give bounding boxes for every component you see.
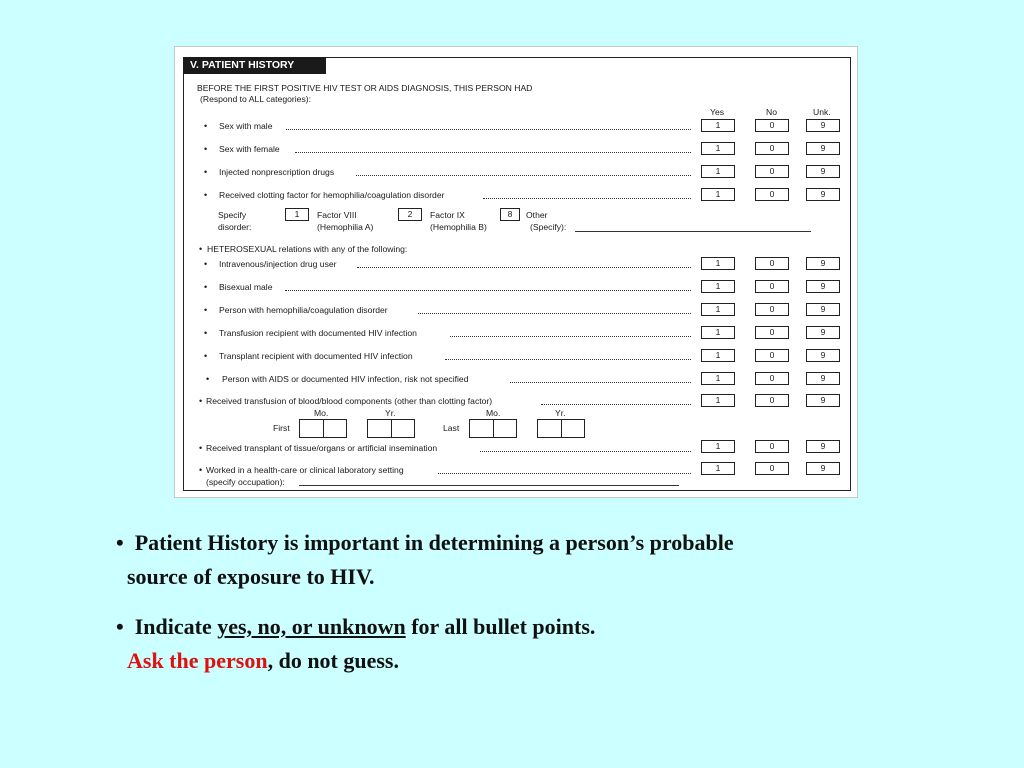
no-box: 0 xyxy=(755,462,789,475)
column-header-unk: Unk. xyxy=(813,107,831,117)
bullet: • xyxy=(204,328,208,338)
unk-box: 9 xyxy=(806,303,840,316)
leader-dots xyxy=(450,329,691,337)
no-box: 0 xyxy=(755,142,789,155)
leader-dots xyxy=(356,168,691,176)
yes-box: 1 xyxy=(701,188,735,201)
slide-notes xyxy=(116,526,936,694)
note-point-2 xyxy=(116,610,936,678)
leader-dots xyxy=(445,352,691,360)
leader-dots xyxy=(295,145,691,153)
yes-box: 1 xyxy=(701,462,735,475)
row-label: Sex with female xyxy=(219,144,280,154)
last-month-label: Mo. xyxy=(486,408,501,418)
bullet: • xyxy=(199,443,203,453)
row-label: Injected nonprescription drugs xyxy=(219,167,335,177)
other-label: Other xyxy=(526,210,548,220)
leader-dots xyxy=(510,375,691,383)
no-box: 0 xyxy=(755,372,789,385)
section-title: V. PATIENT HISTORY xyxy=(183,57,326,74)
bullet: • xyxy=(204,305,208,315)
intro-text: BEFORE THE FIRST POSITIVE HIV TEST OR AIDS DIAGNOSIS, THIS PERSON HAD xyxy=(197,83,533,93)
bullet: • xyxy=(204,259,208,269)
unk-box: 9 xyxy=(806,165,840,178)
bullet: • xyxy=(199,244,203,254)
bullet: • xyxy=(204,167,208,177)
unk-box: 9 xyxy=(806,372,840,385)
last-year-box xyxy=(537,419,585,438)
unk-box: 9 xyxy=(806,119,840,132)
occupation-line xyxy=(299,485,679,486)
unk-box: 9 xyxy=(806,462,840,475)
note-2-red-text: Ask the person xyxy=(127,648,268,673)
bullet: • xyxy=(204,282,208,292)
no-box: 0 xyxy=(755,119,789,132)
note-bullet: • xyxy=(116,530,124,555)
hemophilia-a-label: (Hemophilia A) xyxy=(317,222,374,232)
bullet: • xyxy=(204,121,208,131)
bullet: • xyxy=(204,144,208,154)
hemophilia-b-label: (Hemophilia B) xyxy=(430,222,487,232)
leader-dots xyxy=(357,260,691,268)
factor-viii-code-box: 1 xyxy=(285,208,309,221)
row-label: Person with AIDS or documented HIV infection, risk not specified xyxy=(222,374,469,384)
unk-box: 9 xyxy=(806,188,840,201)
note-bullet: • xyxy=(116,614,124,639)
first-month-label: Mo. xyxy=(314,408,329,418)
intro-subtext: (Respond to ALL categories): xyxy=(200,94,311,104)
first-label: First xyxy=(273,423,290,433)
last-label: Last xyxy=(443,423,460,433)
bullet: • xyxy=(199,396,203,406)
specify-other-label: (Specify): xyxy=(530,222,567,232)
last-year-label: Yr. xyxy=(555,408,566,418)
yes-box: 1 xyxy=(701,372,735,385)
leader-dots xyxy=(418,306,691,314)
row-label: Sex with male xyxy=(219,121,273,131)
factor-ix-code-box: 2 xyxy=(398,208,422,221)
unk-box: 9 xyxy=(806,349,840,362)
note-2-suffix: for all bullet points. xyxy=(405,614,596,639)
yes-box: 1 xyxy=(701,326,735,339)
note-2-end: , do not guess. xyxy=(267,648,399,673)
specify-label: Specify xyxy=(218,210,247,220)
row-label: Received clotting factor for hemophilia/coagulation disorder xyxy=(219,190,445,200)
row-label: Transfusion recipient with documented HIV infection xyxy=(219,328,417,338)
row-label: Person with hemophilia/coagulation disorder xyxy=(219,305,388,315)
leader-dots xyxy=(483,191,691,199)
yes-box: 1 xyxy=(701,280,735,293)
first-year-box xyxy=(367,419,415,438)
no-box: 0 xyxy=(755,326,789,339)
last-month-box xyxy=(469,419,517,438)
unk-box: 9 xyxy=(806,280,840,293)
note-2-underlined: yes, no, or unknown xyxy=(217,614,406,639)
column-header-no: No xyxy=(766,107,777,117)
yes-box: 1 xyxy=(701,119,735,132)
no-box: 0 xyxy=(755,165,789,178)
column-header-yes: Yes xyxy=(710,107,725,117)
unk-box: 9 xyxy=(806,142,840,155)
no-box: 0 xyxy=(755,349,789,362)
row-label: Intravenous/injection drug user xyxy=(219,259,337,269)
unk-box: 9 xyxy=(806,394,840,407)
other-code-box: 8 xyxy=(500,208,520,221)
no-box: 0 xyxy=(755,394,789,407)
unk-box: 9 xyxy=(806,326,840,339)
factor-viii-label: Factor VIII xyxy=(317,210,357,220)
no-box: 0 xyxy=(755,440,789,453)
row-label: Transplant recipient with documented HIV infection xyxy=(219,351,413,361)
leader-dots xyxy=(285,283,691,291)
no-box: 0 xyxy=(755,280,789,293)
yes-box: 1 xyxy=(701,142,735,155)
note-point-1 xyxy=(116,526,936,594)
heterosexual-heading: HETEROSEXUAL relations with any of the following: xyxy=(207,244,408,254)
row-label: Received transfusion of blood/blood components (other than clotting factor) xyxy=(206,396,493,406)
disorder-label: disorder: xyxy=(218,222,252,232)
bullet: • xyxy=(206,374,210,384)
bullet: • xyxy=(204,190,208,200)
factor-ix-label: Factor IX xyxy=(430,210,465,220)
first-month-box xyxy=(299,419,347,438)
leader-dots xyxy=(438,466,691,474)
note-2-prefix: Indicate xyxy=(134,614,218,639)
no-box: 0 xyxy=(755,303,789,316)
no-box: 0 xyxy=(755,188,789,201)
yes-box: 1 xyxy=(701,303,735,316)
row-label: Bisexual male xyxy=(219,282,273,292)
unk-box: 9 xyxy=(806,440,840,453)
yes-box: 1 xyxy=(701,440,735,453)
leader-dots xyxy=(286,122,691,130)
specify-other-line xyxy=(575,231,811,232)
yes-box: 1 xyxy=(701,257,735,270)
first-year-label: Yr. xyxy=(385,408,396,418)
note-1-line-1: Patient History is important in determining a person’s probable xyxy=(134,530,734,555)
note-1-line-2: source of exposure to HIV. xyxy=(127,564,375,589)
row-label: Received transplant of tissue/organs or artificial insemination xyxy=(206,443,438,453)
no-box: 0 xyxy=(755,257,789,270)
yes-box: 1 xyxy=(701,349,735,362)
row-label: Worked in a health-care or clinical laboratory setting xyxy=(206,465,404,475)
bullet: • xyxy=(199,465,203,475)
yes-box: 1 xyxy=(701,394,735,407)
leader-dots xyxy=(480,444,691,452)
occupation-label: (specify occupation): xyxy=(206,477,285,487)
unk-box: 9 xyxy=(806,257,840,270)
leader-dots xyxy=(541,397,691,405)
patient-history-form-image xyxy=(174,46,858,498)
bullet: • xyxy=(204,351,208,361)
yes-box: 1 xyxy=(701,165,735,178)
